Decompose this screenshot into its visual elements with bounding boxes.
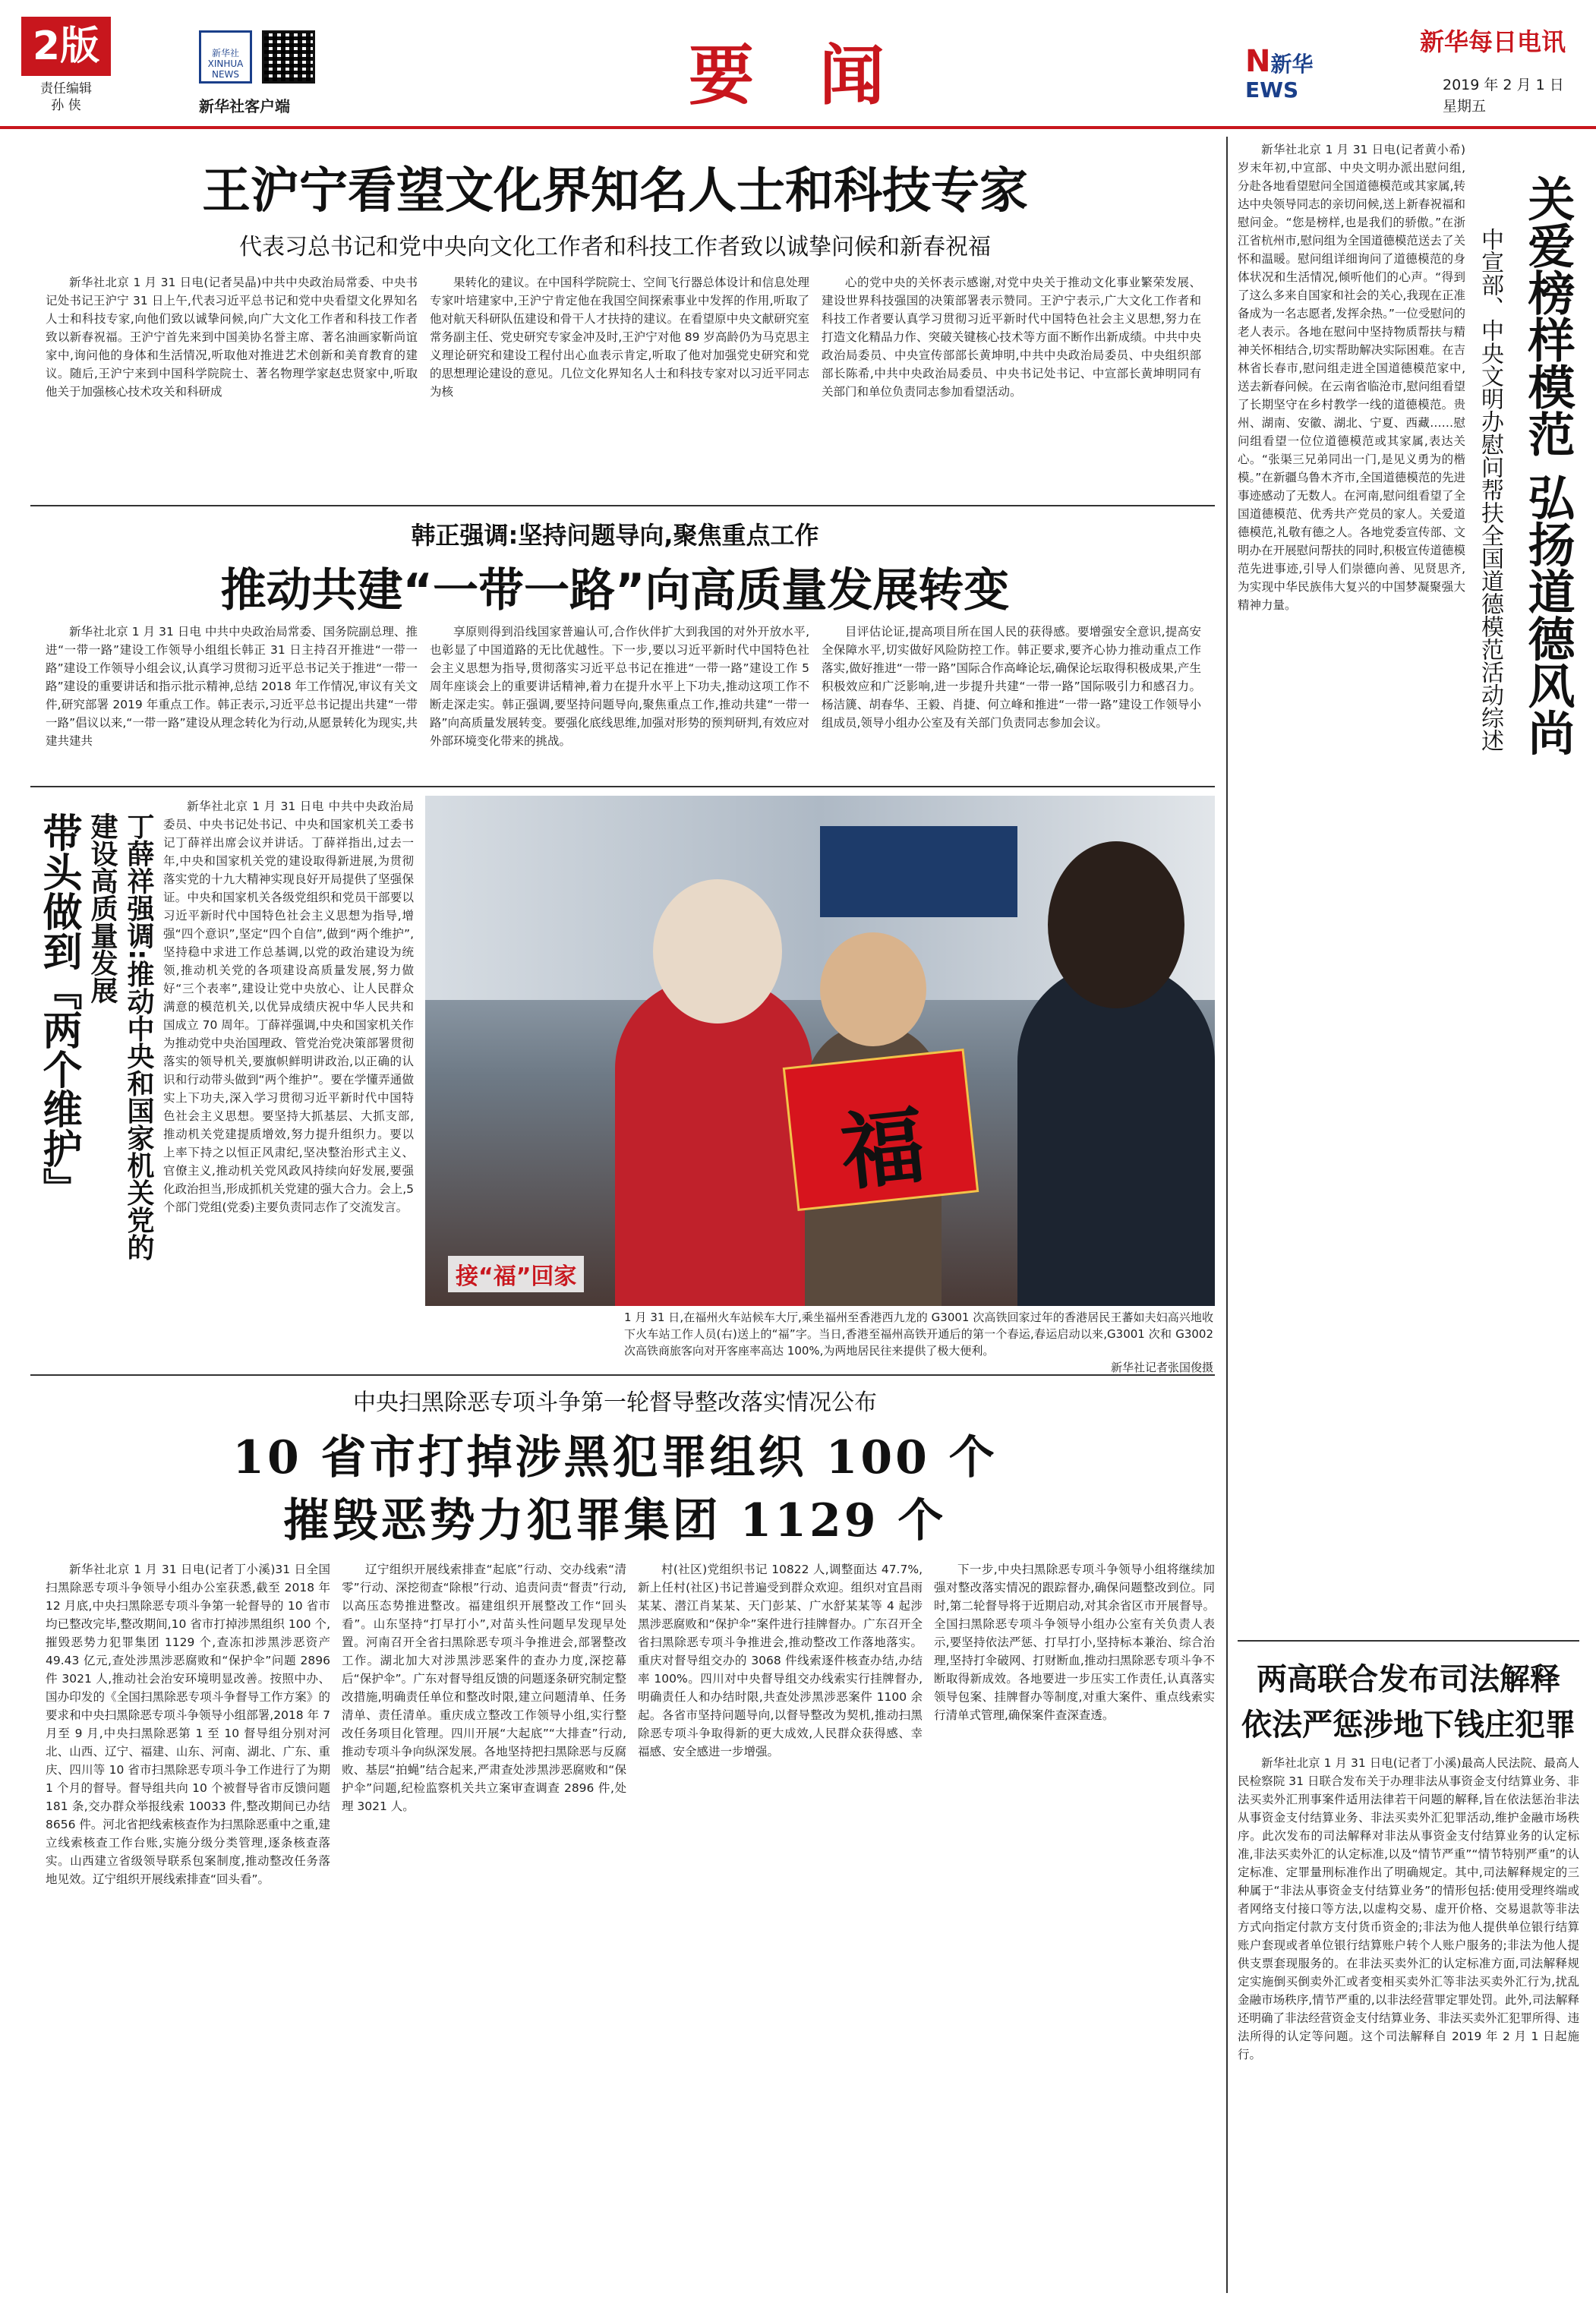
article4-col1-text: 新华社北京 1 月 31 日电(记者丁小溪)31 日全国扫黑除恶专项斗争领导小组办公室获悉,截至 2018 年 12 月底,中央扫黑除恶专项斗争第一轮督导的 10 省市均已整改完毕,整改期间,10 省市打掉涉黑组织 100 个,摧毁恶势力犯罪集团 1129 个,查冻扣涉黑涉恶资产 49.43 亿元,查处涉黑涉恶腐败和“保护伞”问题 2896 件 3021 人,推动社会治安环境明显改善。按照中办、国办印发的《全国扫黑除恶专项斗争督导工作方案》的要求和中央扫黑除恶专项斗争领导小组部署,2018 年 7 月至 9 月,中央扫黑除恶第 1 至 10 督导组分别对河北、山西、辽宁、福建、山东、河南、湖北、广东、重庆、四川等 10 省市扫黑除恶专项斗争工作进行了为期 1 个月的督导。督导组共向 10 个被督导省市反馈问题 181 条,交办群众举报线索 10033 件,整改期间已办结 8656 件。河北省把线索核查作为扫黑除恶重中之重,建立线索核查工作台账,实施分级分类管理,逐条核查落实。山西建立省级领导联系包案制度,推动整改任务落地见效。辽宁组织开展线索排查“回头看”。 bbox=[46, 1563, 330, 1886]
divider bbox=[30, 1374, 1215, 1376]
fu-character: 福 bbox=[836, 1096, 930, 1203]
article1-col2 bbox=[430, 273, 809, 501]
article2-headline: 推动共建“一带一路”向高质量发展转变 bbox=[220, 564, 1010, 617]
article2-col2 bbox=[430, 623, 809, 782]
news-logo bbox=[1245, 44, 1336, 103]
divider bbox=[30, 505, 1215, 506]
article1-col3-text: 心的党中央的关怀表示感谢,对党中央关于推动文化事业繁荣发展、建设世界科技强国的决策部署表示赞同。王沪宁表示,广大文化工作者和科技工作者要认真学习贯彻习近平新时代中国特色社会主义思想,努力在打造文化精品力作、突破关键核心技术等方面不断作出新成绩。中共中央政治局委员、中央宣传部部长黄坤明,中共中央政治局委员、中央组织部部长陈希,中共中央政治局委员、中央书记处书记、中宣部长黄坤明同有关部门和单位负责同志参加看望活动。 bbox=[822, 276, 1201, 399]
caption-text: 1 月 31 日,在福州火车站候车大厅,乘坐福州至香港西九龙的 G3001 次高铁回家过年的香港居民王蕃如夫妇高兴地收下火车站工作人员(右)送上的“福”字。当日,香港至福州高铁开通后的第一个春运,春运启动以来,G3001 次和 G3002 次高铁商旅客向对开客座率高达 100%,为两地居民往来提供了极大便利。 bbox=[624, 1311, 1213, 1358]
client-label: 新华社客户端 bbox=[199, 97, 290, 115]
article4-kicker: 中央扫黑除恶专项斗争第一轮督导整改落实情况公布 bbox=[353, 1389, 877, 1416]
sidebar-vertical-subhead: 中宣部、中央文明办慰问帮扶全国道德模范活动综述 bbox=[1477, 228, 1503, 752]
page-number: 2版 bbox=[21, 17, 111, 76]
article4-col1 bbox=[46, 1560, 330, 2297]
article2-kicker: 韩正强调:坚持问题导向,聚焦重点工作 bbox=[411, 521, 819, 550]
xinhua-logo: 新华社 XINHUA NEWS bbox=[199, 30, 252, 84]
article1-col1 bbox=[46, 273, 418, 501]
article5-text: 新华社北京 1 月 31 日电(记者丁小溪)最高人民法院、最高人民检察院 31 日联合发布关于办理非法从事资金支付结算业务、非法买卖外汇刑事案件适用法律若干问题的解释,旨在依法惩治非法从事资金支付结算业务、非法买卖外汇犯罪活动,维护金融市场秩序。此次发布的司法解释对非法从事资金支付结算业务的认定标准,非法买卖外汇的认定标准,以及“情节严重”“情节特别严重”的认定标准、定罪量刑标准作出了明确规定。其中,司法解释规定的三种属于“非法从事资金支付结算业务”的情形包括:使用受理终端或者网络支付接口等方法,以虚构交易、虚开价格、交易退款等非法方式向指定付款方支付货币资金的;非法为他人提供单位银行结算账户套现或者单位银行结算账户转个人账户服务的;非法为他人提供支票套现服务的。在非法买卖外汇的认定标准方面,司法解释规定实施倒买倒卖外汇或者变相买卖外汇等非法买卖外汇行为,扰乱金融市场秩序,情节严重的,以非法经营罪定罪处罚。此外,司法解释还明确了非法经营资金支付结算业务、非法买卖外汇犯罪所得、违法所得的认定等问题。这个司法解释自 2019 年 2 月 1 日起施行。 bbox=[1238, 1756, 1579, 2061]
weekday: 星期五 bbox=[1443, 98, 1487, 115]
article2-col1 bbox=[46, 623, 418, 782]
photo-title: 接“福”回家 bbox=[448, 1256, 584, 1292]
article3-vertical-headline: 带头做到『两个维护』 bbox=[36, 812, 81, 1207]
date: 2019 年 2 月 1 日 bbox=[1443, 77, 1564, 93]
article5-headline-line1: 两高联合发布司法解释 bbox=[1257, 1662, 1560, 1697]
article2-col3 bbox=[822, 623, 1201, 782]
masthead bbox=[0, 0, 1596, 129]
article4-col4-text: 下一步,中央扫黑除恶专项斗争领导小组将继续加强对整改落实情况的跟踪督办,确保问题整改到位。同时,第二轮督导将于近期启动,对其余省区市开展督导。全国扫黑除恶专项斗争领导小组办公室有关负责人表示,要坚持依法严惩、打早打小,坚持标本兼治、综合治理,坚持打伞破网、打财断血,推动扫黑除恶专项斗争不断取得新成效。各地要进一步压实工作责任,认真落实领导包案、挂牌督办等制度,对重大案件、重点线索实行清单式管理,确保案件查深查透。 bbox=[934, 1563, 1215, 1722]
photo-caption bbox=[624, 1309, 1213, 1376]
editor-name: 孙 侠 bbox=[51, 98, 81, 113]
article1-col2-text: 果转化的建议。在中国科学院院士、空间飞行器总体设计和信息处理专家叶培建家中,王沪宁肯定他在我国空间探索事业中发挥的作用,听取了他对航天科研队伍建设和骨干人才扶持的建议。在看望原中央文献研究室常务副主任、党史研究专家金冲及时,王沪宁对他 89 岁高龄仍为马克思主义理论研究和建设工程付出心血表示肯定,听取了他对加强党史研究和党的思想理论建设的意见。几位文化界知名人士和科技专家对以习近平同志为核 bbox=[430, 276, 809, 399]
article5-headline-line2: 依法严惩涉地下钱庄犯罪 bbox=[1241, 1708, 1575, 1743]
qr-code-icon bbox=[262, 30, 315, 84]
article1-col3 bbox=[822, 273, 1201, 501]
divider bbox=[1238, 1640, 1579, 1642]
article3-vertical-subhead: 丁薛祥强调:推动中央和国家机关党的建设高质量发展 bbox=[87, 812, 154, 1261]
sidebar-body bbox=[1238, 140, 1465, 1632]
paper-name: 新华每日电讯 bbox=[1420, 27, 1566, 56]
editor-credit bbox=[21, 80, 111, 114]
sidebar-vertical-headline: 关爱榜样模范 弘扬道德风尚 bbox=[1520, 175, 1575, 756]
article4-col2 bbox=[342, 1560, 626, 2297]
article4-headline-line1: 10 省市打掉涉黑犯罪组织 100 个 bbox=[232, 1431, 998, 1484]
article4-headline-line2: 摧毁恶势力犯罪集团 1129 个 bbox=[283, 1494, 947, 1547]
fu-couplet bbox=[783, 1049, 979, 1211]
news-logo-text: 新华EWS bbox=[1245, 52, 1314, 103]
sidebar-text: 新华社北京 1 月 31 日电(记者黄小希)岁末年初,中宣部、中央文明办派出慰问组,分赴各地看望慰问全国道德模范或其家属,转达中央领导同志的亲切问候,送上新春祝福和慰问金。“您是榜样,也是我们的骄傲。”在浙江省杭州市,慰问组为全国道德模范送去了关怀和温暖。慰问组详细询问了道德模范的身体状况和生活情况,倾听他们的心声。“得到了这么多来自国家和社会的关心,我现在正准备成为一名志愿者,发挥余热。”一位受慰问的老人表示。各地在慰问中坚持物质帮扶与精神关怀相结合,切实帮助解决实际困难。在吉林省长春市,慰问组走进全国道德模范家中,送去新春问候。在云南省临沧市,慰问组看望了长期坚守在乡村教学一线的道德模范。贵州、湖南、安徽、湖北、宁夏、西藏……慰问组看望一位位道德模范或其家属,表达关心。“张渠三兄弟同出一门,是见义勇为的楷模。”在新疆乌鲁木齐市,全国道德模范的先进事迹感动了无数人。在河南,慰问组看望了全国道德模范、优秀共产党员的家人。关爱道德模范,礼敬有德之人。各地党委宣传部、文明办在开展慰问帮扶的同时,积极宣传道德模范先进事迹,引导人们崇德向善、见贤思齐,为实现中华民族伟大复兴的中国梦凝聚强大精神力量。 bbox=[1238, 143, 1465, 612]
article4-col4 bbox=[934, 1560, 1215, 2297]
article2-col1-text: 新华社北京 1 月 31 日电 中共中央政治局常委、国务院副总理、推进“一带一路”建设工作领导小组组长韩正 31 日主持召开推进“一带一路”建设工作领导小组会议,认真学习贯彻习近平总书记关于推进“一带一路”建设的重要讲话和指示批示精神,总结 2018 年工作情况,审议有关文件,研究部署 2019 年重点工作。韩正表示,习近平总书记提出共建“一带一路”倡议以来,“一带一路”建设从理念转化为行动,从愿景转化为现实,共建共建共 bbox=[46, 625, 418, 748]
section-title: 要 闻 bbox=[689, 38, 906, 114]
article5-body bbox=[1238, 1754, 1579, 2297]
article1-headline: 王沪宁看望文化界知名人士和科技专家 bbox=[202, 163, 1028, 219]
issue-date bbox=[1443, 74, 1564, 117]
photo-credit: 新华社记者张国俊摄 bbox=[1110, 1361, 1213, 1374]
article2-col2-text: 享原则得到沿线国家普遍认可,合作伙伴扩大到我国的对外开放水平,也彰显了中国道路的无比优越性。下一步,要以习近平新时代中国特色社会主义思想为指导,贯彻落实习近平总书记在推进“一带一路”建设工作 5 周年座谈会上的重要讲话精神,着力在提升水平上下功夫,推动这项工作不断走深走实。韩正强调,要坚持问题导向,聚焦重点工作,推动共建“一带一路”向高质量发展转变。要强化底线思维,加强对形势的预判研判,有效应对外部环境变化带来的挑战。 bbox=[430, 625, 809, 748]
article4-col3 bbox=[638, 1560, 923, 2297]
news-logo-n: N bbox=[1245, 44, 1271, 79]
article1-col1-text: 新华社北京 1 月 31 日电(记者吴晶)中共中央政治局常委、中央书记处书记王沪宁 31 日上午,代表习近平总书记和党中央看望文化界知名人士和科技专家,向他们致以诚挚问候,向广大文化工作者和科技工作者致以新春祝福。王沪宁首先来到中国美协名誉主席、著名油画家靳尚谊家中,询问他的身体和生活情况,听取他对推进艺术创新和美育教育的建议。随后,王沪宁来到中国科学院院士、著名物理学家赵忠贤家中,听取他关于加强核心技术攻关和科研成 bbox=[46, 276, 418, 399]
article3-col1-text: 新华社北京 1 月 31 日电 中共中央政治局委员、中央书记处书记、中央和国家机关工委书记丁薛祥出席会议并讲话。丁薛祥指出,过去一年,中央和国家机关党的建设取得新进展,为贯彻落实党的十九大精神实现良好开局提供了坚强保证。中央和国家机关各级党组织和党员干部要以习近平新时代中国特色社会主义思想为指导,增强“四个意识”,坚定“四个自信”,做到“两个维护”,坚持稳中求进工作总基调,以党的政治建设为统领,推动机关党的各项建设高质量发展,努力做好“三个表率”,建设让党中央放心、让人民群众满意的模范机关,以优异成绩庆祝中华人民共和国成立 70 周年。丁薛祥强调,中央和国家机关作为推动党中央治国理政、管党治党决策部署贯彻落实的领导机关,要旗帜鲜明讲政治,以正确的认识和行动带头做到“两个维护”。要在学懂弄通做实上下功夫,深入学习贯彻习近平新时代中国特色社会主义思想。要坚持大抓基层、大抓支部,推动机关党建提质增效,努力提升组织力。要以上率下持之以恒正风肃纪,坚决整治形式主义、官僚主义,推动机关党风政风持续向好发展,要强化政治担当,形成抓机关党建的强大合力。会上,5 个部门党组(党委)主要负责同志作了交流发言。 bbox=[163, 800, 414, 1214]
news-photo bbox=[425, 796, 1215, 1306]
article1-subhead: 代表习总书记和党中央向文化工作者和科技工作者致以诚挚问候和新春祝福 bbox=[239, 234, 991, 260]
departure-board bbox=[820, 826, 1017, 917]
article4-col3-text: 村(社区)党组织书记 10822 人,调整面达 47.7%,新上任村(社区)书记普遍受到群众欢迎。组织对宜昌雨某某、潜江肖某某、天门彭某、广水舒某某等 4 起涉黑涉恶腐败和“保护伞”案件进行挂牌督办。广东召开全省扫黑除恶专项斗争推进会,推动整改工作落地落实。重庆对督导组交办的 3068 件线索逐件核查办结,办结率 100%。四川对中央督导组交办线索实行挂牌督办,明确责任人和办结时限,共查处涉黑涉恶案件 1100 余起。各省市坚持问题导向,以督导整改为契机,推动扫黑除恶专项斗争取得新的更大成效,人民群众获得感、幸福感、安全感进一步增强。 bbox=[638, 1563, 923, 1758]
article4-col2-text: 辽宁组织开展线索排查“起底”行动、交办线索“清零”行动、深挖彻查“除根”行动、追责问责“督责”行动,以高压态势推进整改。福建组织开展整改工作“回头看”。山东坚持“打早打小”,对苗头性问题早发现早处置。河南召开全省扫黑除恶专项斗争推进会,部署整改工作。湖北加大对涉黑涉恶案件的查办力度,深挖幕后“保护伞”。广东对督导组反馈的问题逐条研究制定整改措施,明确责任单位和整改时限,建立问题清单、任务清单、责任清单。重庆成立整改工作领导小组,实行整改任务项目化管理。四川开展“大起底”“大排查”行动,推动专项斗争向纵深发展。各地坚持把扫黑除恶与反腐败、基层“拍蝇”结合起来,严肃查处涉黑涉恶腐败和“保护伞”问题,纪检监察机关共立案审查调查 2896 件,处理 3021 人。 bbox=[342, 1563, 626, 1813]
divider bbox=[30, 786, 1215, 787]
article2-col3-text: 目评估论证,提高项目所在国人民的获得感。要增强安全意识,提高安全保障水平,切实做好风险防控工作。韩正要求,要齐心协力推动重点工作落实,做好推进“一带一路”国际合作高峰论坛,确保论坛取得积极成果,产生积极效应和广泛影响,进一步提升共建“一带一路”国际吸引力和感召力。杨洁篪、胡春华、王毅、肖捷、何立峰和推进“一带一路”建设工作领导小组成员,领导小组办公室及有关部门负责同志参加会议。 bbox=[822, 625, 1201, 730]
editor-label: 责任编辑 bbox=[40, 81, 92, 96]
column-divider bbox=[1226, 137, 1228, 2293]
article3-col1 bbox=[163, 797, 414, 1367]
